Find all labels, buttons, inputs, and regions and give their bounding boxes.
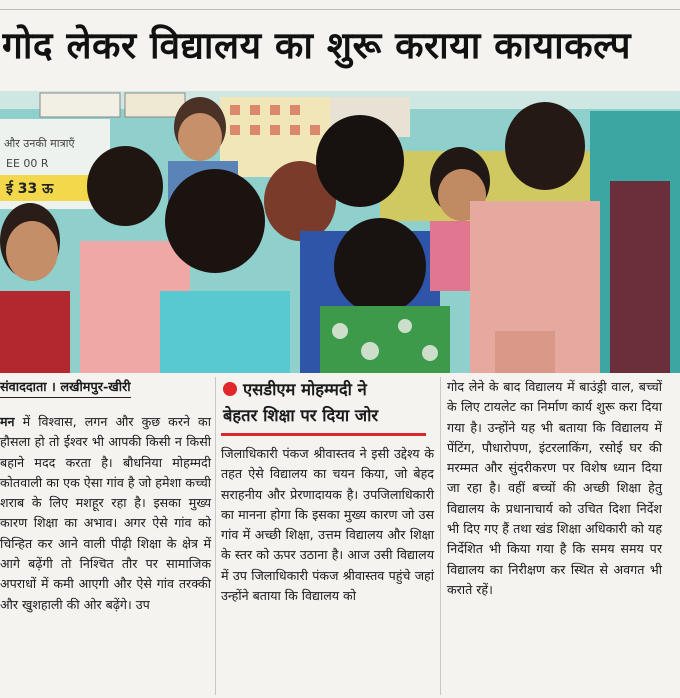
top-rule [0,0,680,10]
lead-word: मन [0,414,15,429]
bullet-dot-icon [223,382,237,396]
subheading-line-2: बेहतर शिक्षा पर दिया जोर [223,406,379,425]
article-column-2 [221,377,434,606]
red-rule [221,433,426,436]
body-text: में विश्वास, लगन और कुछ करने का हौसला हो तो ईश्वर भी आपकी किसी न किसी बहाने मदद करता है। बौधनिया मोहम्मदी कोतवाली का एक ऐसा गांव है जो हमेशा कच्ची शराब के लिए मशहूर रहा है। इसका मुख्य कारण शिक्षा का अभाव। अगर ऐसे गांव को चिन्हित कर आने वाली पीढ़ी शिक्षा के क्षेत्र में आगे बढ़ेंगी तो निश्चित तौर पर सामाजिक अपराधों में कमी आएगी और ऐसे गांव तरक्की और खुशहाली की ओर बढ़ेंगे। उप [0,414,211,612]
article-column-1 [0,377,211,615]
body-text: जिलाधिकारी पंकज श्रीवास्तव ने इसी उद्देश्य के तहत ऐसे विद्यालय का चयन किया, जो बेहद सराहनीय और प्रेरणादायक है। उपजिलाधिकारी का मानना होगा कि इसका मुख्य कारण जो उस गांव में अच्छी शिक्षा, उत्तम विद्यालय और शिक्षा के स्तर को ऊपर उठाना है। आज उसी विद्यालय में उप जिलाधिकारी पंकज श्रीवास्तव पहुंचे जहां उन्होंने बताया कि विद्यालय को [221,446,434,604]
article-column-3 [447,377,662,600]
subheading-line-1: एसडीएम मोहम्मदी ने [223,377,434,403]
body-text: गोद लेने के बाद विद्यालय में बाउंड्री वाल, बच्चों के लिए टायलेट का निर्माण कार्य शुरू करा दिया गया है। उन्होंने यह भी बताया कि विद्यालय में पेंटिंग, पौधारोपण, इंटरलाकिंग, रसोई घर की मरम्मत और सुंदरीकरण पर विशेष ध्यान दिया जा रहा है। वहीं बच्चों की अच्छी शिक्षा हेतु विद्यालय के प्रधानाचार्य को उचित दिशा निर्देश भी दिए गए हैं तथा खंड शिक्षा अधिकारी को यह निर्देशित भी किया गया है कि समय समय पर विद्यालय का निरीक्षण कर स्थित से अवगत भी कराते रहें। [447,379,662,597]
chart-strip-text: ई 33 ऊ [6,181,54,197]
classroom-photo-illustration [0,91,680,373]
news-photo [0,91,680,373]
wall-sign-text: और उनकी मात्राएँ [4,137,75,150]
byline: संवाददाता । लखीमपुर-खीरी [0,379,131,398]
column-divider [215,377,216,695]
column-divider [440,377,441,695]
subheading [221,377,434,429]
headline: गोद लेकर विद्यालय का शुरू कराया कायाकल्प [2,24,632,67]
chart-text: EE 00 R [6,157,49,170]
paragraph [0,412,211,615]
